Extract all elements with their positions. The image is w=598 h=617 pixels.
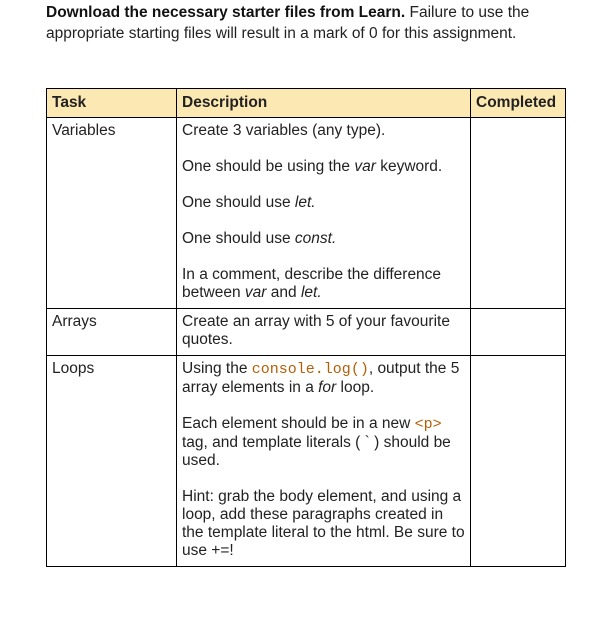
italic-span: var [354, 158, 376, 175]
instructions-text: Failure to use the appropriate starting files will result in a mark of 0 for this assignment. [46, 4, 530, 42]
header-description: Description [177, 89, 471, 118]
italic-span: let. [294, 194, 316, 211]
loops-line-3: Hint: grab the body element, and using a loop, add these paragraphs created in the template literal to the html. Be sure to use +=! [182, 488, 465, 559]
variables-line-1: Create 3 variables (any type). [182, 122, 386, 139]
table-row-loops [47, 356, 566, 567]
loops-line-1 [182, 360, 465, 397]
code-span: console.log() [251, 361, 369, 378]
text-span: In a comment, describe the difference between [182, 266, 442, 301]
text-span: keyword. [375, 158, 443, 175]
completed-cell-arrays[interactable] [471, 309, 566, 356]
table-row-variables [47, 118, 566, 309]
task-cell-arrays: Arrays [47, 309, 177, 356]
description-cell-variables [177, 118, 471, 309]
italic-span: const. [294, 230, 337, 247]
header-task: Task [47, 89, 177, 118]
header-completed: Completed [471, 89, 566, 118]
completed-cell-loops[interactable] [471, 356, 566, 567]
instructions-bold: Download the necessary starter files from Learn. [46, 4, 406, 21]
table-header-row [47, 89, 566, 118]
text-span: Using the [182, 360, 252, 377]
loops-line-2 [182, 415, 465, 470]
italic-span: let. [300, 284, 322, 301]
text-span: , output the 5 array elements in a [182, 360, 460, 396]
task-table [46, 88, 566, 567]
code-span: <p> [414, 416, 442, 433]
table-row-arrays [47, 309, 566, 356]
task-cell-variables: Variables [47, 118, 177, 309]
text-span: One should be using the [182, 158, 355, 175]
variables-line-4 [182, 230, 465, 248]
description-cell-loops [177, 356, 471, 567]
text-span: loop. [336, 379, 375, 396]
arrays-line-1: Create an array with 5 of your favourite quotes. [182, 313, 450, 348]
italic-span: var [244, 284, 267, 301]
text-span: One should use [182, 194, 295, 211]
description-cell-arrays [177, 309, 471, 356]
text-span: tag, and template literals ( ` ) should be used. [182, 434, 451, 469]
italic-span: for [318, 379, 337, 396]
variables-line-3 [182, 194, 465, 212]
completed-cell-variables[interactable] [471, 118, 566, 309]
instructions-paragraph [46, 2, 566, 44]
variables-line-5 [182, 266, 465, 302]
text-span: Each element should be in a new [182, 415, 415, 432]
variables-line-2 [182, 158, 465, 176]
text-span: One should use [182, 230, 295, 247]
text-span: and [266, 284, 301, 301]
task-cell-loops: Loops [47, 356, 177, 567]
